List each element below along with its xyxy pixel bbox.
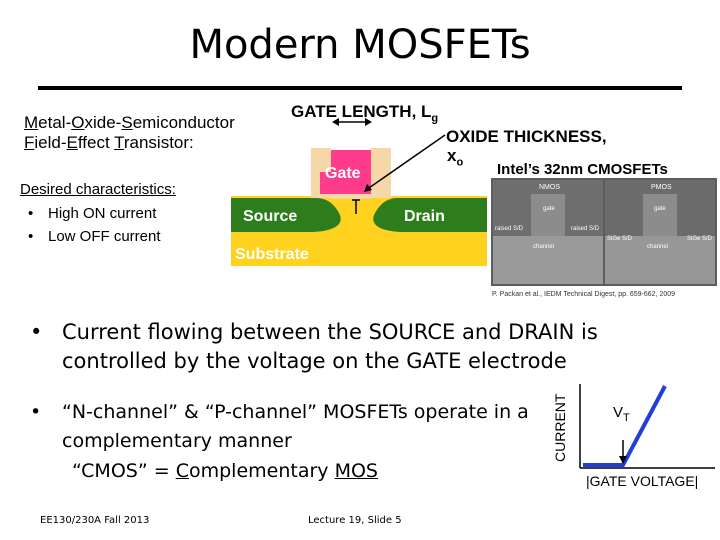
footer-slide-number: Lecture 19, Slide 5 <box>308 515 402 526</box>
citation: P. Packan et al., IEDM Technical Digest, pp. 659-662, 2009 <box>492 291 676 298</box>
svg-text:gate: gate <box>543 206 555 212</box>
intel-photo-title: Intel’s 32nm CMOSFETs <box>497 161 668 178</box>
vt-label: $V_T$ <box>613 404 630 424</box>
svg-text:raised S/D: raised S/D <box>571 226 600 232</box>
svg-text:channel: channel <box>647 244 669 250</box>
substrate-label: Substrate <box>235 246 309 263</box>
acronym-line-1: Metal-Oxide-Semiconductor <box>24 113 235 132</box>
drain-label: Drain <box>404 208 445 225</box>
right-spacer <box>371 148 391 198</box>
gate-label: Gate <box>325 165 361 182</box>
bullet-nchannel-pchannel: • “N-channel” & “P-channel” MOSFETs operate in a complementary manner <box>30 401 529 452</box>
gate-oxide <box>331 194 371 199</box>
svg-text:channel: channel <box>533 244 555 250</box>
slide-title: Modern MOSFETs <box>189 22 531 68</box>
source-label: Source <box>243 208 298 225</box>
transfer-characteristic-graph <box>550 384 720 474</box>
current-curve <box>583 386 665 465</box>
acronym-line-2: Field-Effect Transistor: <box>24 133 194 152</box>
gate-voltage-axis-label: |GATE VOLTAGE| <box>586 473 699 489</box>
tem-micrograph <box>491 178 717 286</box>
footer-course: EE130/230A Fall 2013 <box>40 515 150 526</box>
svg-text:gate: gate <box>654 206 666 212</box>
pmos-label: PMOS <box>651 184 672 191</box>
current-axis-label: CURRENT <box>552 393 568 462</box>
cmos-definition: “CMOS” = Complementary MOS <box>72 460 378 482</box>
desired-heading: Desired characteristics: <box>20 181 176 198</box>
bullet-current-control: • Current flowing between the SOURCE and DRAIN is controlled by the voltage on the GATE electrode <box>30 320 598 373</box>
svg-text:raised S/D: raised S/D <box>495 226 524 232</box>
desired-item: • High ON current <box>28 202 161 225</box>
oxide-thickness-label: OXIDE THICKNESS, <box>446 127 607 146</box>
nmos-label: NMOS <box>539 184 560 191</box>
gate-length-label: GATE LENGTH, $L_g$ <box>291 102 439 125</box>
svg-text:SiGe S/D: SiGe S/D <box>607 236 633 242</box>
oxide-symbol: $x_o$ <box>447 146 464 169</box>
desired-item: • Low OFF current <box>28 225 161 248</box>
svg-text:SiGe S/D: SiGe S/D <box>687 236 713 242</box>
